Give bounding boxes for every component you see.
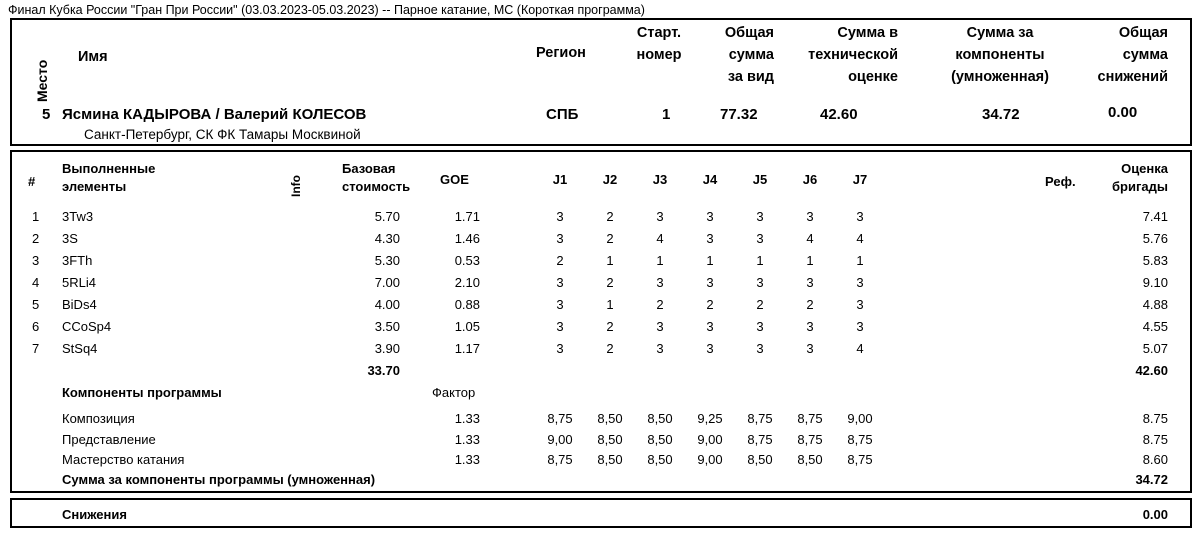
element-name: 3FTh xyxy=(62,253,93,268)
element-number: 5 xyxy=(32,297,40,312)
element-judge-score: 1 xyxy=(756,253,764,268)
element-goe: 0.88 xyxy=(454,297,480,312)
document-title: Финал Кубка России "Гран При России" (03.03.2023-05.03.2023) -- Парное катание, МС (Короткая программа) xyxy=(8,3,645,17)
element-judge-score: 3 xyxy=(856,297,864,312)
component-score: 8.75 xyxy=(1142,411,1168,426)
element-number: 7 xyxy=(32,341,40,356)
component-judge-score: 9,00 xyxy=(697,452,723,467)
component-judge-score: 8,75 xyxy=(547,452,573,467)
element-number: 6 xyxy=(32,319,40,334)
element-base-value: 5.70 xyxy=(374,209,400,224)
component-judge-score: 8,50 xyxy=(647,431,673,447)
component-judge-score: 9,25 xyxy=(697,411,723,426)
element-judge-score: 3 xyxy=(806,341,814,356)
element-judge-score: 2 xyxy=(606,209,614,224)
element-judge-score: 3 xyxy=(806,209,814,224)
element-judge-score: 3 xyxy=(556,319,564,334)
element-judge-score: 3 xyxy=(556,297,564,312)
element-judge-score: 4 xyxy=(856,231,864,246)
element-judge-score: 2 xyxy=(606,231,614,246)
component-judge-score: 8,75 xyxy=(747,411,773,426)
component-judge-score: 8,50 xyxy=(597,431,623,447)
element-judge-score: 1 xyxy=(656,253,664,268)
element-base-value: 4.30 xyxy=(374,231,400,246)
element-base-value: 4.00 xyxy=(374,297,400,312)
element-judge-score: 3 xyxy=(556,209,564,224)
component-factor: 1.33 xyxy=(454,431,480,447)
factor-label: Фактор xyxy=(432,385,476,400)
goe-header: GOE xyxy=(440,172,469,187)
element-goe: 0.53 xyxy=(454,253,480,268)
elements-header: Выполненные элементы xyxy=(62,161,156,194)
component-judge-score: 8,75 xyxy=(847,452,873,467)
element-judge-score: 1 xyxy=(856,253,864,268)
element-panel-score: 5.76 xyxy=(1142,231,1168,246)
element-name: 5RLi4 xyxy=(62,275,96,290)
element-judge-score: 3 xyxy=(706,275,714,290)
summary-box xyxy=(10,18,1192,146)
skater-club: Санкт-Петербург, СК ФК Тамары Москвиной xyxy=(84,127,361,142)
element-judge-score: 2 xyxy=(656,297,664,312)
element-name: 3Tw3 xyxy=(62,209,94,224)
element-panel-score: 5.07 xyxy=(1142,341,1168,356)
component-judge-score: 9,00 xyxy=(697,431,723,447)
component-factor: 1.33 xyxy=(454,411,480,426)
element-panel-score: 4.88 xyxy=(1142,297,1168,312)
element-judge-score: 1 xyxy=(806,253,814,268)
element-judge-score: 3 xyxy=(756,319,764,334)
judge-header-4: J4 xyxy=(702,172,718,187)
element-base-value: 3.50 xyxy=(374,319,400,334)
element-judge-score: 3 xyxy=(806,319,814,334)
element-base-value: 7.00 xyxy=(374,275,400,290)
component-name: Композиция xyxy=(62,411,135,426)
component-name: Представление xyxy=(62,431,156,447)
component-score: 8.75 xyxy=(1142,431,1168,447)
element-judge-score: 3 xyxy=(756,341,764,356)
details-box xyxy=(10,150,1192,493)
component-judge-score: 8,50 xyxy=(747,452,773,467)
element-judge-score: 4 xyxy=(806,231,814,246)
component-judge-score: 8,75 xyxy=(797,431,823,447)
base-value-header: Базовая стоимость xyxy=(342,161,411,194)
judge-header-1: J1 xyxy=(552,172,568,187)
element-goe: 2.10 xyxy=(454,275,480,290)
deductions-header: Общая сумма снижений xyxy=(1097,25,1168,85)
element-judge-score: 3 xyxy=(706,341,714,356)
referee-header: Реф. xyxy=(1045,174,1076,189)
start-number-header: Старт. номер xyxy=(636,25,682,63)
name-header: Имя xyxy=(78,49,108,65)
skater-components-score: 34.72 xyxy=(982,106,1020,123)
judge-header-6: J6 xyxy=(802,172,818,187)
component-score: 8.60 xyxy=(1142,452,1168,467)
component-judge-score: 8,75 xyxy=(847,431,873,447)
element-judge-score: 2 xyxy=(706,297,714,312)
element-judge-score: 3 xyxy=(856,275,864,290)
element-judge-score: 3 xyxy=(556,341,564,356)
skater-deductions: 0.00 xyxy=(1108,104,1138,121)
judge-header-2: J2 xyxy=(602,172,618,187)
num-header: # xyxy=(28,174,36,189)
judge-header-3: J3 xyxy=(652,172,668,187)
element-judge-score: 4 xyxy=(856,341,864,356)
element-judge-score: 3 xyxy=(756,231,764,246)
element-judge-score: 2 xyxy=(606,341,614,356)
place-header: Место xyxy=(34,59,50,102)
element-number: 4 xyxy=(32,275,40,290)
component-name: Мастерство катания xyxy=(62,452,185,467)
components-total-label: Сумма за компоненты программы (умноженная) xyxy=(62,472,376,487)
component-judge-score: 8,50 xyxy=(797,452,823,467)
element-judge-score: 1 xyxy=(606,253,614,268)
element-judge-score: 3 xyxy=(806,275,814,290)
component-judge-score: 9,00 xyxy=(547,431,573,447)
element-goe: 1.46 xyxy=(454,231,480,246)
element-judge-score: 3 xyxy=(656,275,664,290)
region-header: Регион xyxy=(536,45,586,61)
total-score-header: Общая сумма за вид xyxy=(724,25,774,85)
base-value-total: 33.70 xyxy=(367,363,400,378)
element-judge-score: 4 xyxy=(656,231,664,246)
element-judge-score: 2 xyxy=(606,319,614,334)
component-judge-score: 8,50 xyxy=(597,411,623,426)
element-panel-score: 9.10 xyxy=(1142,275,1168,290)
element-panel-score: 4.55 xyxy=(1142,319,1168,334)
tech-score-header: Сумма в технической оценке xyxy=(808,25,898,85)
component-judge-score: 8,75 xyxy=(747,431,773,447)
deductions-total: 0.00 xyxy=(1142,507,1168,522)
element-name: 3S xyxy=(62,231,78,246)
skater-tech-score: 42.60 xyxy=(820,106,858,123)
info-header: Info xyxy=(289,175,303,197)
element-goe: 1.17 xyxy=(454,341,480,356)
element-judge-score: 3 xyxy=(756,275,764,290)
judge-header-7: J7 xyxy=(852,172,868,187)
tech-score-total: 42.60 xyxy=(1135,363,1168,378)
skater-total-score: 77.32 xyxy=(720,106,758,123)
element-number: 3 xyxy=(32,253,40,268)
element-judge-score: 3 xyxy=(856,209,864,224)
element-base-value: 3.90 xyxy=(374,341,400,356)
component-judge-score: 8,75 xyxy=(797,411,823,426)
element-judge-score: 2 xyxy=(606,275,614,290)
element-judge-score: 3 xyxy=(706,231,714,246)
skater-region: СПБ xyxy=(546,106,579,123)
panel-score-header: Оценка бригады xyxy=(1112,161,1168,194)
component-factor: 1.33 xyxy=(454,452,480,467)
element-name: BiDs4 xyxy=(62,297,97,312)
element-judge-score: 3 xyxy=(856,319,864,334)
component-judge-score: 9,00 xyxy=(847,411,873,426)
element-judge-score: 3 xyxy=(656,341,664,356)
element-panel-score: 5.83 xyxy=(1142,253,1168,268)
element-judge-score: 3 xyxy=(706,319,714,334)
element-panel-score: 7.41 xyxy=(1142,209,1168,224)
components-label: Компоненты программы xyxy=(62,385,222,400)
element-name: StSq4 xyxy=(62,341,98,356)
element-number: 2 xyxy=(32,231,40,246)
judge-header-5: J5 xyxy=(752,172,768,187)
component-judge-score: 8,50 xyxy=(597,452,623,467)
element-judge-score: 2 xyxy=(756,297,764,312)
element-goe: 1.05 xyxy=(454,319,480,334)
components-total: 34.72 xyxy=(1135,472,1168,487)
element-judge-score: 2 xyxy=(806,297,814,312)
element-base-value: 5.30 xyxy=(374,253,400,268)
skater-place: 5 xyxy=(42,106,51,123)
component-judge-score: 8,50 xyxy=(647,411,673,426)
element-number: 1 xyxy=(32,209,40,224)
element-judge-score: 3 xyxy=(756,209,764,224)
element-goe: 1.71 xyxy=(454,209,480,224)
element-name: CCoSp4 xyxy=(62,319,112,334)
element-judge-score: 3 xyxy=(706,209,714,224)
element-judge-score: 1 xyxy=(606,297,614,312)
element-judge-score: 3 xyxy=(556,275,564,290)
element-judge-score: 2 xyxy=(556,253,564,268)
skater-start-number: 1 xyxy=(662,106,671,123)
element-judge-score: 1 xyxy=(706,253,714,268)
deductions-box xyxy=(10,498,1192,528)
element-judge-score: 3 xyxy=(656,319,664,334)
deductions-label: Снижения xyxy=(62,507,127,522)
component-judge-score: 8,50 xyxy=(647,452,673,467)
component-judge-score: 8,75 xyxy=(547,411,573,426)
skater-name: Ясмина КАДЫРОВА / Валерий КОЛЕСОВ xyxy=(62,106,367,123)
element-judge-score: 3 xyxy=(656,209,664,224)
element-judge-score: 3 xyxy=(556,231,564,246)
components-score-header: Сумма за компоненты (умноженная) xyxy=(951,25,1049,85)
